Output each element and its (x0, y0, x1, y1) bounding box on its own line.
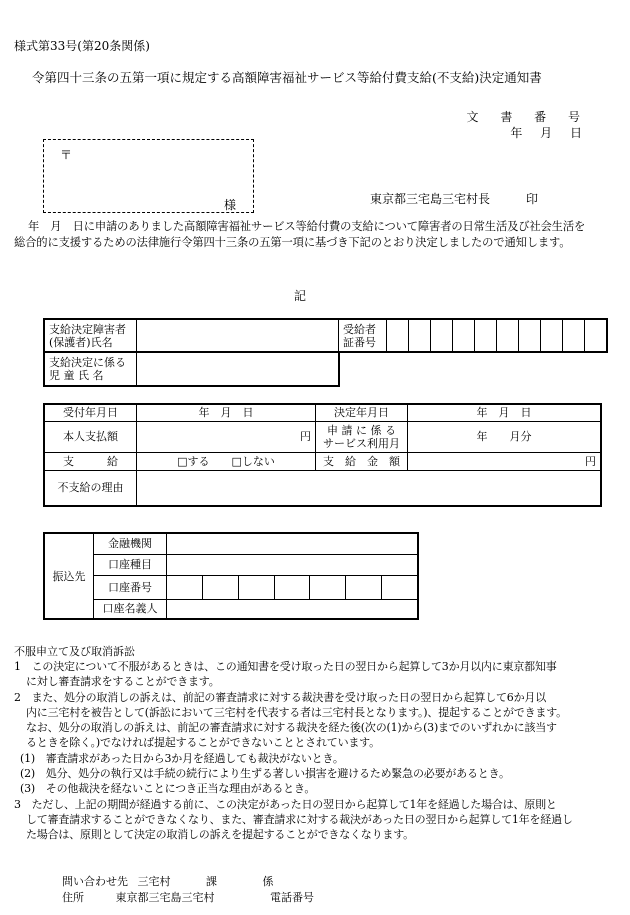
contact-ka: 課 (206, 875, 217, 888)
account-digit[interactable] (274, 575, 310, 599)
recipient-table (43, 318, 608, 353)
sub-item: (3) その他裁決を経ないことにつき正当な理由があるとき。 (20, 782, 316, 796)
amount-value[interactable]: 円 (408, 452, 602, 470)
contact-kakari: 係 (262, 875, 274, 888)
account-number-label: 口座番号 (94, 575, 167, 599)
item3-line: して審査請求することができなくなり、また、審査請求に対する裁決があった日の翌日から起算して1年を経過し (26, 812, 573, 826)
payment-label: 支 給 (44, 452, 137, 470)
address-line (62, 889, 314, 905)
account-digit[interactable] (346, 575, 382, 599)
cert-digit[interactable] (409, 319, 431, 352)
self-pay-label: 本人支払額 (44, 421, 137, 452)
payment-checkboxes[interactable]: □する □しない (137, 452, 316, 470)
issue-date-label: 年 月 日 (510, 126, 582, 140)
postal-mark: 〒 (60, 148, 73, 162)
item2-line: 内に三宅村を被告として(訴訟において三宅村を代表する者は三宅村長となります。)、提起することができます。 (26, 705, 567, 719)
cert-digit[interactable] (541, 319, 563, 352)
bank-label: 金融機関 (94, 533, 167, 554)
bank-table (43, 532, 419, 620)
account-holder-label: 口座名義人 (94, 599, 167, 619)
transfer-label: 振込先 (44, 533, 94, 619)
seal-mark: 印 (526, 192, 539, 206)
recipient-name-cell[interactable] (137, 319, 339, 352)
child-label: 支給決定に係る 児 童 氏 名 (44, 352, 137, 386)
item2-line: るときを除く。)でなければ提起することができないこととされています。 (26, 736, 380, 750)
cert-digit[interactable] (453, 319, 475, 352)
item3-line: 3 ただし、上記の期間が経過する前に、この決定があった日の翌日から起算して1年を経過した場合は、原則と (14, 797, 557, 811)
contact-village: 三宅村 (137, 875, 171, 888)
decision-date-label: 決定年月日 (316, 404, 408, 421)
received-date-label: 受付年月日 (44, 404, 137, 421)
cert-digit[interactable] (497, 319, 519, 352)
sub-item: (1) 審査請求があった日から3か月を経過しても裁決がないとき。 (20, 751, 344, 765)
reason-value[interactable] (137, 470, 602, 506)
decision-date-value[interactable]: 年 月 日 (408, 404, 602, 421)
address-label: 住所 (62, 891, 84, 904)
cert-digit[interactable] (563, 319, 585, 352)
sub-item: (2) 処分、処分の執行又は手続の続行により生ずる著しい損害を避けるため緊急の必要があるとき。 (20, 767, 510, 781)
recipient-label: 支給決定障害者 (保護者)氏名 (44, 319, 137, 352)
phone-label: 電話番号 (270, 891, 314, 904)
item2-line: 2 また、処分の取消しの訴えは、前記の審査請求に対する裁決書を受け取った日の翌日から起算して6か月以 (14, 690, 546, 704)
account-digit[interactable] (167, 575, 203, 599)
cert-label: 受給者 証番号 (339, 319, 387, 352)
cert-digit[interactable] (387, 319, 409, 352)
contact-line (62, 873, 274, 889)
account-type-value[interactable] (167, 554, 419, 575)
cert-digit[interactable] (585, 319, 608, 352)
decision-table (43, 403, 602, 507)
item1-line: に対し審査請求をすることができます。 (26, 675, 220, 689)
document-title: 令第四十三条の五第一項に規定する高額障害福祉サービス等給付費支給(不支給)決定通知書 (32, 70, 542, 85)
child-table (43, 351, 340, 387)
cert-digit[interactable] (475, 319, 497, 352)
ki-heading: 記 (294, 289, 307, 303)
item3-line: た場合は、原則として決定の取消しの訴えを提起することができなくなります。 (26, 828, 414, 842)
child-name-cell[interactable] (137, 352, 340, 386)
appeal-list (14, 659, 594, 843)
self-pay-value[interactable]: 円 (137, 421, 316, 452)
contact-label: 問い合わせ先 (62, 875, 128, 888)
service-month-label: 申 請 に 係 る サービス利用月 (316, 421, 408, 452)
address-value: 東京都三宅島三宅村 (115, 891, 215, 904)
address-window (43, 139, 254, 213)
item1-line: 1 この決定について不服があるときは、この通知書を受け取った日の翌日から起算して3か月以内に東京都知事 (14, 660, 557, 673)
account-digit[interactable] (310, 575, 346, 599)
bank-value[interactable] (167, 533, 419, 554)
sender-name: 東京都三宅島三宅村長 (370, 192, 491, 206)
doc-number-label: 文 書 番 号 (466, 110, 582, 124)
appeal-heading: 不服申立て及び取消訴訟 (14, 645, 135, 658)
cert-digit[interactable] (519, 319, 541, 352)
received-date-value[interactable]: 年 月 日 (137, 404, 316, 421)
service-month-value[interactable]: 年 月分 (408, 421, 602, 452)
cert-digit[interactable] (431, 319, 453, 352)
body-paragraph: 年 月 日に申請のありました高額障害福祉サービス等給付費の支給について障害者の日常生活及び社会生活を総合的に支援するための法律施行令第四十三条の五第一項に基づき下記のとおり決定しましたので通知します。 (14, 220, 586, 249)
account-type-label: 口座種目 (94, 554, 167, 575)
addressee-suffix: 様 (224, 198, 237, 212)
account-digit[interactable] (202, 575, 238, 599)
amount-label: 支 給 金 額 (316, 452, 408, 470)
item2-line: なお、処分の取消しの訴えは、前記の審査請求に対する裁決を経た後(次の(1)から(3)までのいずれかに該当す (26, 721, 557, 735)
account-digit[interactable] (382, 575, 418, 599)
account-holder-value[interactable] (167, 599, 419, 619)
reason-label: 不支給の理由 (44, 470, 137, 506)
account-digit[interactable] (238, 575, 274, 599)
form-number: 様式第33号(第20条関係) (14, 39, 150, 53)
